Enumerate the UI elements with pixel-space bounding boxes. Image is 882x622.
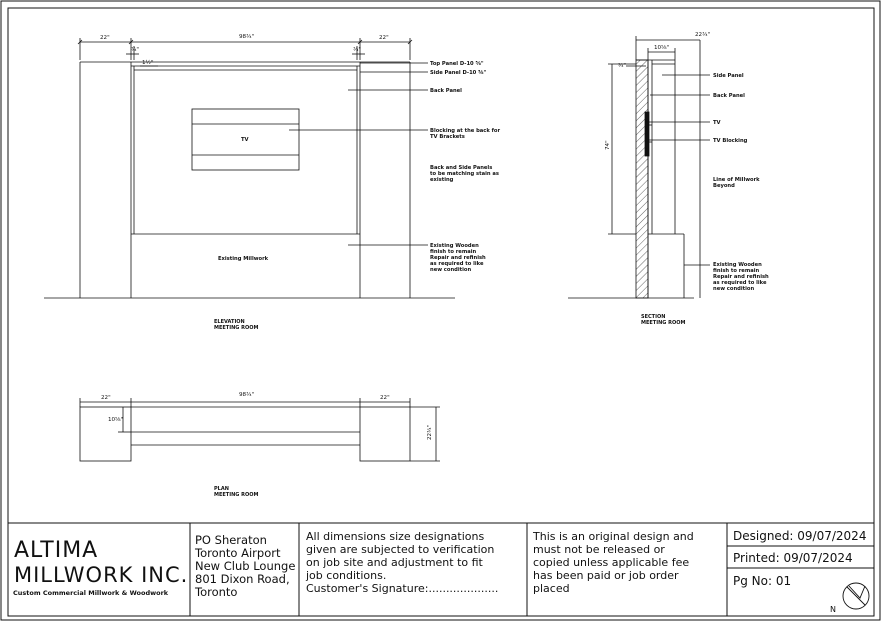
plan-title-2: MEETING ROOM: [214, 492, 259, 498]
printed-date: Printed: 09/07/2024: [733, 551, 853, 565]
note-line-1: All dimensions size designations: [306, 530, 485, 543]
elevation-dim-small-left: ¾": [131, 47, 139, 53]
section-dim-inner: 10⅝": [654, 45, 670, 51]
customer-signature: Customer's Signature:....................: [306, 582, 499, 595]
section-callout-tv-blocking: TV Blocking: [713, 138, 748, 144]
section-callout-line-1: Line of Millwork: [713, 177, 760, 183]
section-view: [568, 36, 710, 298]
legal-line-5: placed: [533, 582, 570, 595]
section-title-2: MEETING ROOM: [641, 320, 686, 326]
callout-finish-1: Existing Wooden: [430, 243, 479, 249]
section-callout-side-panel: Side Panel: [713, 73, 744, 79]
company-name-1: ALTIMA: [14, 538, 99, 563]
address-line-4: 801 Dixon Road,: [195, 572, 290, 586]
section-callout-finish-2: finish to remain: [713, 268, 760, 274]
callout-blocking-2: TV Brackets: [430, 134, 465, 140]
section-dim-small: ¾": [618, 63, 626, 69]
company-name-2: MILLWORK INC.: [14, 563, 189, 587]
elevation-dim-left: 22": [100, 35, 110, 41]
callout-blocking-1: Blocking at the back for: [430, 128, 501, 134]
plan-title-1: PLAN: [214, 486, 229, 492]
legal-line-4: has been paid or job order: [533, 569, 679, 582]
north-arrow-icon: [843, 583, 869, 609]
callout-stain-3: existing: [430, 177, 454, 183]
note-line-4: job conditions.: [306, 569, 387, 582]
section-callout-back-panel: Back Panel: [713, 93, 745, 99]
address-line-3: New Club Lounge: [195, 559, 296, 573]
address-line-1: PO Sheraton: [195, 533, 267, 547]
plan-dim-center: 98¾": [239, 392, 255, 398]
section-title-1: SECTION: [641, 314, 666, 320]
elevation-dim-center: 98¾": [239, 34, 255, 40]
page-number: Pg No: 01: [733, 574, 792, 588]
section-callout-finish-5: new condition: [713, 286, 755, 292]
legal-line-3: copied unless applicable fee: [533, 556, 690, 569]
callout-stain-2: to be matching stain as: [430, 171, 499, 177]
elevation-dim-top-inner: 1½": [142, 60, 154, 66]
section-callout-finish-3: Repair and refinish: [713, 274, 769, 280]
elevation-title-1: ELEVATION: [214, 319, 245, 325]
elevation-title-2: MEETING ROOM: [214, 325, 259, 331]
note-line-3: on job site and adjustment to fit: [306, 556, 483, 569]
address-line-2: Toronto Airport: [195, 546, 281, 560]
elevation-existing-label: Existing Millwork: [218, 256, 269, 262]
callout-back-panel: Back Panel: [430, 88, 462, 94]
section-callout-finish-4: as required to like: [713, 280, 767, 286]
section-callout-finish-1: Existing Wooden: [713, 262, 762, 268]
section-callout-line-2: Beyond: [713, 183, 735, 189]
elevation-tv-label: TV: [241, 137, 249, 143]
callout-finish-3: Repair and refinish: [430, 255, 486, 261]
callout-stain-1: Back and Side Panels: [430, 165, 493, 171]
legal-line-2: must not be released or: [533, 543, 665, 556]
callout-side-panel: Side Panel D-10 ⅝": [430, 70, 487, 76]
address-line-5: Toronto: [195, 585, 238, 599]
elevation-dim-small-right: ¾": [353, 47, 361, 53]
elevation-dim-right: 22": [379, 35, 389, 41]
plan-dim-small: 10⅝": [108, 417, 124, 423]
company-tagline: Custom Commercial Millwork & Woodwork: [13, 589, 169, 597]
callout-finish-4: as required to like: [430, 261, 484, 267]
callout-top-panel: Top Panel D-10 ⅝": [430, 61, 484, 67]
plan-view: [80, 398, 440, 461]
legal-line-1: This is an original design and: [533, 530, 694, 543]
section-dim-height: 74": [605, 140, 611, 150]
inner-border: [8, 8, 874, 616]
plan-dim-depth: 22¾": [427, 424, 433, 440]
designed-date: Designed: 09/07/2024: [733, 529, 867, 543]
north-label: N: [830, 605, 836, 614]
note-line-2: given are subjected to verification: [306, 543, 495, 556]
section-dim-top: 22¾": [695, 32, 711, 38]
plan-dim-left: 22": [101, 395, 111, 401]
plan-dim-right: 22": [380, 395, 390, 401]
section-callout-tv: TV: [713, 120, 721, 126]
callout-finish-2: finish to remain: [430, 249, 477, 255]
callout-finish-5: new condition: [430, 267, 472, 273]
